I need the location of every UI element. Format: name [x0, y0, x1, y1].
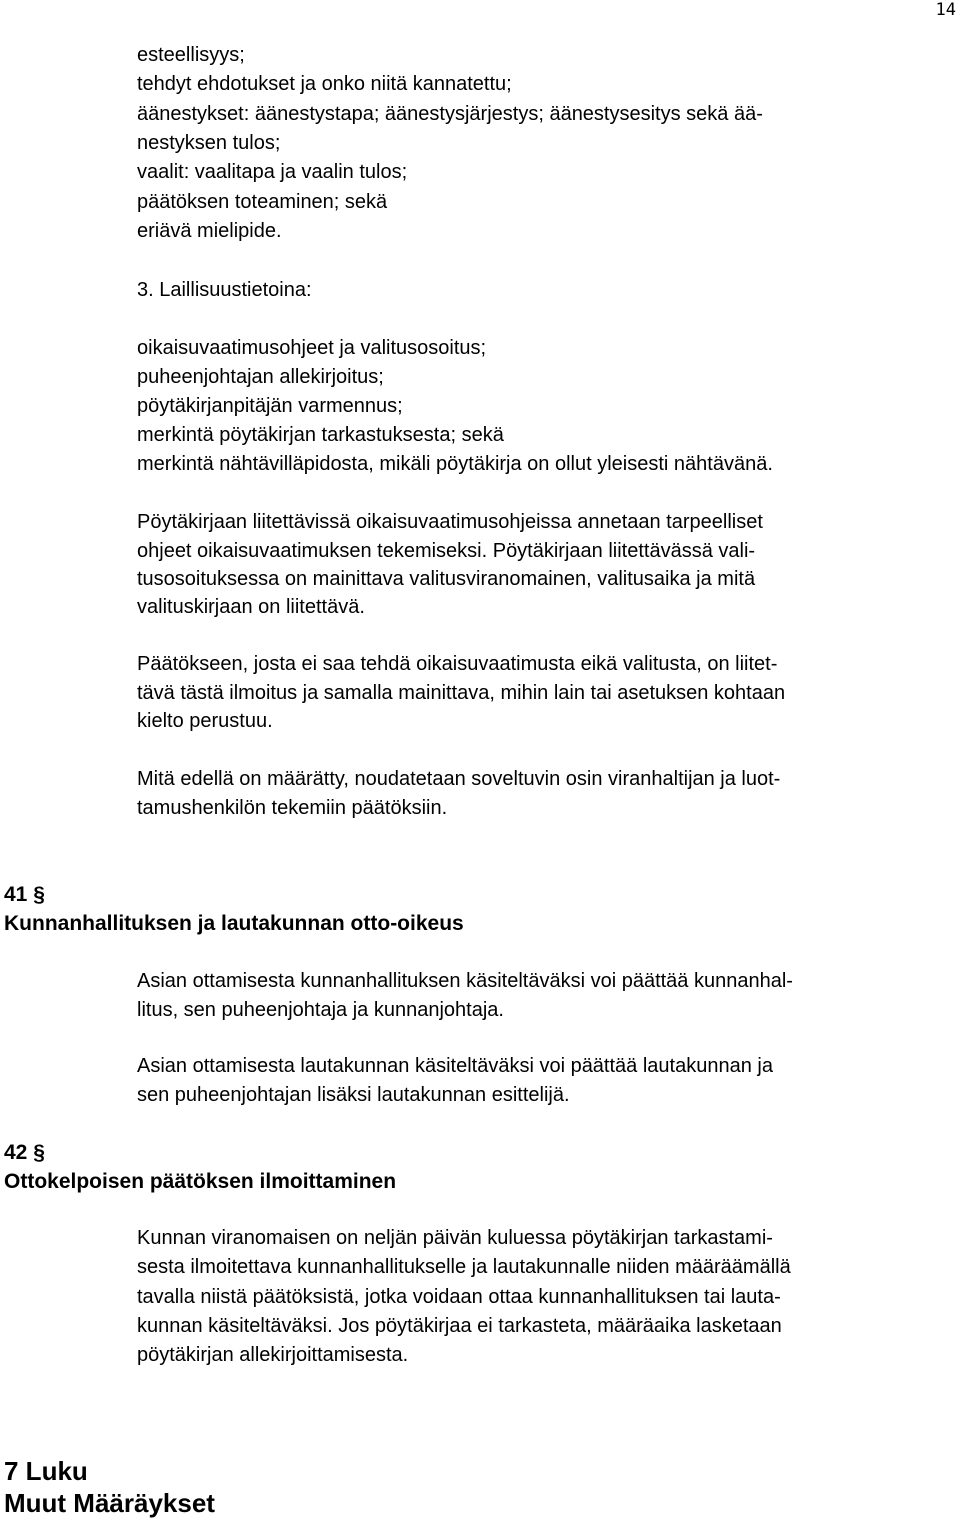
list-item: nestyksen tulos;	[137, 132, 281, 154]
list-item: puheenjohtajan allekirjoitus;	[137, 366, 384, 388]
paragraph-line: tamushenkilön tekemiin päätöksiin.	[137, 797, 448, 819]
chapter-title: Muut Määräykset	[4, 1488, 215, 1518]
paragraph-line: tävä tästä ilmoitus ja samalla mainittava, mihin lain tai asetuksen kohtaan	[137, 682, 786, 704]
list-item: eriävä mielipide.	[137, 220, 282, 242]
paragraph-line: Asian ottamisesta kunnanhallituksen käsiteltäväksi voi päättää kunnanhal-	[137, 970, 793, 992]
paragraph-line: sesta ilmoitettava kunnanhallitukselle ja lautakunnalle niiden määräämällä	[137, 1256, 791, 1278]
paragraph-line: pöytäkirjan allekirjoittamisesta.	[137, 1344, 409, 1366]
list-item: pöytäkirjanpitäjän varmennus;	[137, 395, 403, 417]
paragraph-line: tavalla niistä päätöksistä, jotka voidaan ottaa kunnanhallituksen tai lauta-	[137, 1286, 781, 1308]
list-item: oikaisuvaatimusohjeet ja valitusosoitus;	[137, 337, 487, 359]
subheading-laillisuustietoina: 3. Laillisuustietoina:	[137, 279, 312, 301]
section-41-number: 41 §	[4, 883, 45, 906]
section-42-number: 42 §	[4, 1141, 45, 1164]
chapter-number: 7 Luku	[4, 1456, 88, 1486]
paragraph-line: kielto perustuu.	[137, 710, 273, 732]
list-item: tehdyt ehdotukset ja onko niitä kannatettu;	[137, 73, 512, 95]
list-item: päätöksen toteaminen; sekä	[137, 191, 388, 213]
list-item: vaalit: vaalitapa ja vaalin tulos;	[137, 161, 408, 183]
page-number: 14	[935, 0, 956, 20]
paragraph-line: sen puheenjohtajan lisäksi lautakunnan esittelijä.	[137, 1084, 570, 1106]
paragraph-line: Mitä edellä on määrätty, noudatetaan soveltuvin osin viranhaltijan ja luot-	[137, 768, 781, 790]
paragraph-line: Päätökseen, josta ei saa tehdä oikaisuvaatimusta eikä valitusta, on liitet-	[137, 653, 778, 675]
paragraph-line: valituskirjaan on liitettävä.	[137, 596, 365, 618]
list-item: esteellisyys;	[137, 44, 245, 66]
paragraph-line: Pöytäkirjaan liitettävissä oikaisuvaatimusohjeissa annetaan tarpeelliset	[137, 511, 763, 533]
list-item: äänestykset: äänestystapa; äänestysjärjestys; äänestysesitys sekä ää-	[137, 103, 763, 125]
list-item: merkintä nähtävilläpidosta, mikäli pöytäkirja on ollut yleisesti nähtävänä.	[137, 453, 773, 475]
list-item: merkintä pöytäkirjan tarkastuksesta; sekä	[137, 424, 504, 446]
paragraph-line: Kunnan viranomaisen on neljän päivän kuluessa pöytäkirjan tarkastami-	[137, 1227, 773, 1249]
paragraph-line: tusosoituksessa on mainittava valitusviranomainen, valitusaika ja mitä	[137, 568, 756, 590]
paragraph-line: Asian ottamisesta lautakunnan käsiteltäväksi voi päättää lautakunnan ja	[137, 1055, 773, 1077]
section-42-title: Ottokelpoisen päätöksen ilmoittaminen	[4, 1170, 397, 1193]
section-41-title: Kunnanhallituksen ja lautakunnan otto-oikeus	[4, 912, 464, 935]
paragraph-line: kunnan käsiteltäväksi. Jos pöytäkirjaa ei tarkasteta, määräaika lasketaan	[137, 1315, 782, 1337]
paragraph-line: litus, sen puheenjohtaja ja kunnanjohtaja.	[137, 999, 504, 1021]
paragraph-line: ohjeet oikaisuvaatimuksen tekemiseksi. Pöytäkirjaan liitettävässä vali-	[137, 540, 756, 562]
